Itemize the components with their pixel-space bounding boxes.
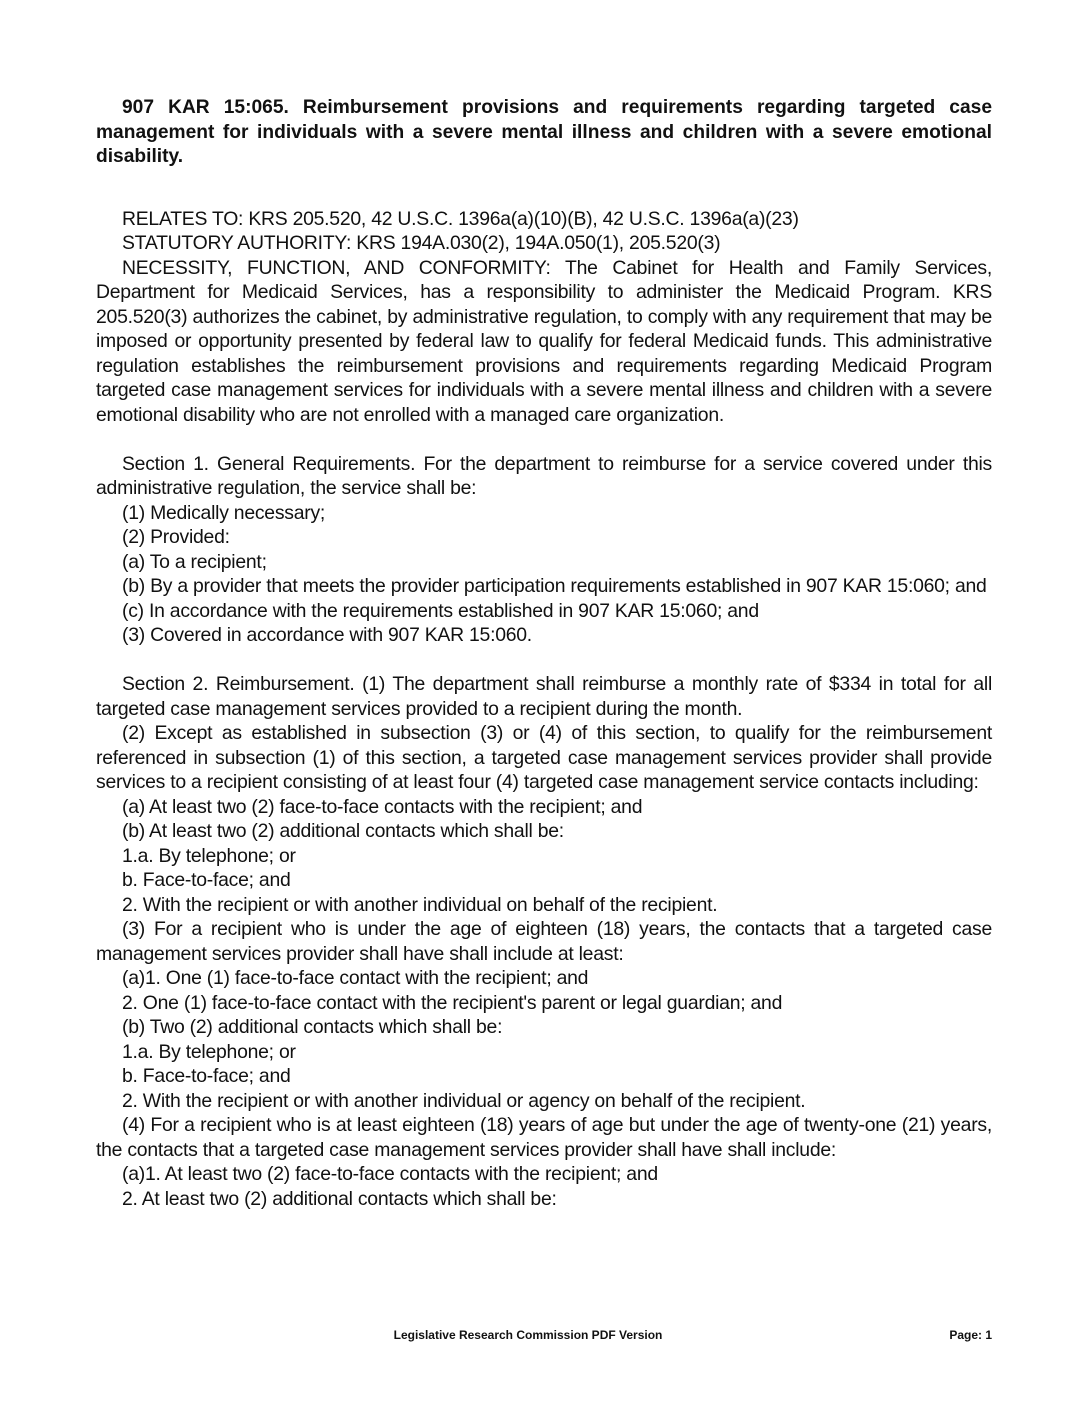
paragraph: 2. With the recipient or with another individual or agency on behalf of the recipient.	[122, 1089, 806, 1112]
paragraph: (b) By a provider that meets the provider participation requirements established in 907 KAR 15:060; and	[122, 575, 987, 597]
paragraph: (3) Covered in accordance with 907 KAR 15:060.	[122, 624, 532, 646]
footer-source: Legislative Research Commission PDF Version	[393, 1328, 663, 1342]
section-1	[96, 452, 992, 648]
paragraph: (b) Two (2) additional contacts which shall be:	[122, 1016, 503, 1038]
paragraph: (4) For a recipient who is at least eighteen (18) years of age but under the age of twenty-one (21) years, the contacts that a targeted case management services provider shall have shall include:	[96, 1114, 992, 1161]
paragraph: (a) To a recipient;	[122, 550, 267, 573]
paragraph: 2. With the recipient or with another individual on behalf of the recipient.	[122, 893, 718, 916]
paragraph: (a)1. At least two (2) face-to-face contacts with the recipient; and	[122, 1163, 658, 1185]
necessity-paragraph: NECESSITY, FUNCTION, AND CONFORMITY: The Cabinet for Health and Family Services, Department for Medicaid Services, has a responsibility to administer the Medicaid Program. KRS 205.520(3) authorizes the cabinet, by administrative regulation, to comply with any requirement that may be imposed or opportunity presented by federal law to qualify for federal Medicaid funds. This administrative regulation establishes the reimbursement provisions and requirements regarding Medicaid Program targeted case management services for individuals with a severe mental illness and children with a severe emotional disability who are not enrolled with a managed care organization.	[96, 256, 992, 426]
regulation-body	[96, 207, 992, 1212]
document-page	[96, 96, 992, 1211]
regulation-title: 907 KAR 15:065. Reimbursement provisions and requirements regarding targeted case management for individuals with a severe mental illness and children with a severe emotional disability.	[96, 97, 992, 167]
section-1-heading: Section 1. General Requirements. For the department to reimburse for a service covered under this administrative regulation, the service shall be:	[96, 452, 992, 499]
statutory-authority: STATUTORY AUTHORITY: KRS 194A.030(2), 194A.050(1), 205.520(3)	[122, 232, 721, 254]
paragraph: (2) Provided:	[122, 526, 230, 548]
paragraph: (2) Except as established in subsection (3) or (4) of this section, to qualify for the reimbursement referenced in subsection (1) of this section, a targeted case management services provider shall provide services to a recipient consisting of at least four (4) targeted case management service contacts including:	[96, 722, 992, 793]
section-2	[96, 672, 992, 1211]
section-2-heading: Section 2. Reimbursement. (1) The department shall reimburse a monthly rate of $334 in total for all targeted case management services provided to a recipient during the month.	[96, 673, 992, 720]
paragraph: 2. One (1) face-to-face contact with the recipient's parent or legal guardian; and	[122, 991, 783, 1014]
paragraph: b. Face-to-face; and	[122, 1065, 291, 1087]
paragraph: (1) Medically necessary;	[122, 501, 326, 524]
paragraph: 1.a. By telephone; or	[122, 1040, 296, 1063]
paragraph: (c) In accordance with the requirements established in 907 KAR 15:060; and	[122, 599, 759, 622]
paragraph: 1.a. By telephone; or	[122, 844, 296, 867]
relates-to: RELATES TO: KRS 205.520, 42 U.S.C. 1396a(a)(10)(B), 42 U.S.C. 1396a(a)(23)	[122, 207, 799, 230]
paragraph: (3) For a recipient who is under the age of eighteen (18) years, the contacts that a targeted case management services provider shall have shall include at least:	[96, 918, 992, 965]
paragraph: (a)1. One (1) face-to-face contact with the recipient; and	[122, 967, 589, 989]
paragraph: (a) At least two (2) face-to-face contacts with the recipient; and	[122, 795, 643, 818]
paragraph: b. Face-to-face; and	[122, 869, 291, 891]
paragraph: (b) At least two (2) additional contacts which shall be:	[122, 820, 564, 842]
paragraph: 2. At least two (2) additional contacts which shall be:	[122, 1187, 557, 1210]
page-number: Page: 1	[949, 1328, 992, 1342]
